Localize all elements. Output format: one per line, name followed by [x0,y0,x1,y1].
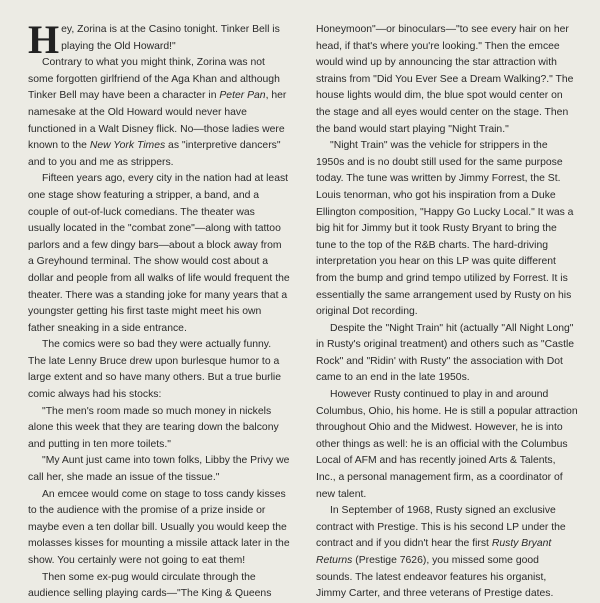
text-run: "Night Train" was the vehicle for strippers in the 1950s and is no doubt still used for the same purpose today. The tune was written by Jimmy Forrest, the St. Louis tenorman, who got his inspiration from a Duke Ellington composition, "Happy Go Lucky Local." It was a big hit for Jimmy but it took Rusty Bryant to bring the tune to the top of the R&B charts. The hard-driving interpretation you hear on this LP was quite different from the bump and grind tempo utilized by Forrest. It is essentially the same arrangement used by Rusty on his original Dot recording. [316,140,574,318]
text-run: Fifteen years ago, every city in the nation had at least one stage show featuring a stripper, a band, and a couple of out-of-luck comedians. The theater was usually located in the "combat zone"—along with tattoo parlors and a few dingy bars—about a block away from a Greyhound terminal. The show would cost about a dollar and people from all walks of life would frequent the theater. There was a standing joke for many years that a youngster getting his first taste might meet his own father sneaking in a side entrance. [28,173,290,334]
text-run: ey, Zorina is at the Casino tonight. Tinker Bell is playing the Old Howard!" [61,24,280,52]
paragraph [28,404,290,454]
text-run: However Rusty continued to play in and around Columbus, Ohio, his home. He is still a popular attraction throughout Ohio and the Midwest. However, he is into other things as well: he is an official with the Columbus Local of AFM and has recently joined Arts & Talents, Inc., a personal management firm, as a coordinator of new talent. [316,389,578,500]
italic-title: New York Times [89,140,166,152]
text-run: as "interpretive dancers" and to you and me as strippers. [28,140,281,168]
paragraph [316,387,578,503]
paragraph [28,453,290,486]
text-run: Despite the "Night Train" hit (actually "All Night Long" in Rusty's original treatment) and others such as "Castle Rock" and "Ridin' with Rusty" the association with Dot came to an end in the late 1950s. [316,322,575,384]
text-run: In September of 1968, Rusty signed an exclusive contract with Prestige. This is his second LP under the contract and if you didn't hear the first [316,505,566,550]
drop-cap: H [28,17,60,62]
paragraph [28,570,290,603]
left-column [28,17,290,600]
paragraph [316,321,578,387]
text-run: The comics were so bad they were actually funny. The late Lenny Bruce drew upon burlesque humor to a large extent and so have many others. But a true burlie comic always had his stocks: [28,339,281,401]
paragraph [28,55,290,171]
paragraph [28,337,290,403]
text-run: (Prestige 7626), you missed some good sounds. The latest endeavor features his organist, Jimmy Carter, and three veterans of Prestige dates. [316,555,554,600]
paragraph [316,138,578,321]
paragraph [28,171,290,337]
text-run: An emcee would come on stage to toss candy kisses to the audience with the promise of a prize inside or maybe even a ten dollar bill. Usually you would keep the molasses kisses for mounting a missile attack later in the show. You certainly were not going to eat them! [28,488,290,566]
text-run: Then some ex-pug would circulate through the audience selling playing cards—"The King & Queens [28,571,272,600]
paragraph [28,17,290,62]
text-run: "My Aunt just came into town folks, Libby the Privy we call her, she made an issue of the tissue." [28,455,290,484]
paragraph [316,22,578,138]
right-column [316,22,578,600]
paragraph [28,487,290,570]
text-run: , her namesake at the Old Howard would never have functioned in a Walt Disney flick. No—those ladies were known to the [28,90,287,152]
italic-title: Rusty Bryant Returns [316,538,552,566]
text-run: Honeymoon"—or binoculars—"to see every hair on her head, if that's where you're looking." Then the emcee would wind up by announcing the star attraction with strains from "Did You Ever See a Dream Walking?." The house lights would dim, the blue spot would center on the stage and all eyes would center on the stage. Then the band would start playing "Night Train." [316,24,574,135]
text-run: Contrary to what you might think, Zorina was not some forgotten girlfriend of the Aga Khan and although Tinker Bell may have been a character in [28,57,280,102]
italic-title: Peter Pan [219,90,266,102]
text-run: "The men's room made so much money in nickels alone this week that they are tearing down the balcony and putting in ten more toilets." [28,405,279,450]
